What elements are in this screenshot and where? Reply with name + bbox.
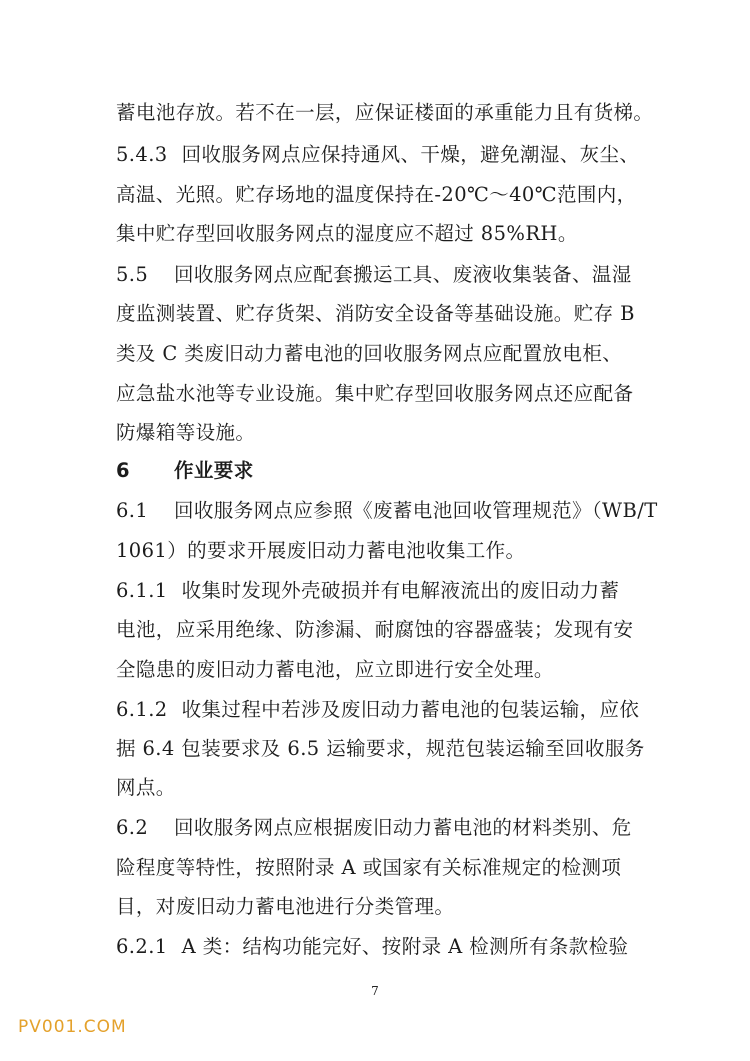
- clause-number: 5.4.3: [116, 143, 168, 166]
- text-line: [116, 768, 636, 808]
- line-text: 回收服务网点应参照《废蓄电池回收管理规范》（WB/T: [174, 499, 658, 522]
- clause-line: [116, 491, 658, 531]
- line-text: 蓄电池存放。若不在一层，应保证楼面的承重能力且有货梯。: [116, 101, 654, 124]
- clause-number: 6.1.2: [116, 698, 168, 721]
- clause-line: [116, 927, 636, 967]
- line-text: 回收服务网点应根据废旧动力蓄电池的材料类别、危: [174, 816, 632, 839]
- line-text: 度监测装置、贮存货架、消防安全设备等基础设施。贮存 B: [116, 302, 635, 325]
- text-line: [116, 294, 636, 334]
- clause-line: [116, 808, 636, 848]
- text-line: [116, 650, 636, 690]
- text-line: [116, 413, 636, 453]
- clause-line: [116, 255, 636, 295]
- clause-line: [116, 690, 640, 730]
- line-text: 防爆箱等设施。: [116, 421, 256, 444]
- line-text: 收集过程中若涉及废旧动力蓄电池的包装运输，应依: [181, 698, 640, 721]
- line-text: 高温、光照。贮存场地的温度保持在-20℃～40℃范围内，: [116, 183, 637, 206]
- line-text: 1061）的要求开展废旧动力蓄电池收集工作。: [116, 539, 526, 562]
- clause-number: 5.5: [116, 263, 149, 286]
- line-text: 据 6.4 包装要求及 6.5 运输要求，规范包装运输至回收服务: [116, 737, 645, 760]
- line-text: A 类：结构功能完好、按附录 A 检测所有条款检验: [181, 935, 629, 958]
- line-text: 电池，应采用绝缘、防渗漏、耐腐蚀的容器盛装；发现有安: [116, 618, 634, 641]
- line-text: 作业要求: [174, 459, 254, 482]
- line-text: 目，对废旧动力蓄电池进行分类管理。: [116, 895, 455, 918]
- text-line: [116, 334, 636, 374]
- text-line: [116, 93, 654, 133]
- clause-number: 6: [116, 459, 130, 482]
- section-heading: [116, 451, 636, 491]
- line-text: 应急盐水池等专业设施。集中贮存型回收服务网点还应配备: [116, 382, 634, 405]
- line-text: 网点。: [116, 776, 176, 799]
- page-number: 7: [371, 984, 379, 998]
- line-text: 类及 C 类废旧动力蓄电池的回收服务网点应配置放电柜、: [116, 342, 623, 365]
- text-line: [116, 531, 636, 571]
- text-line: [116, 214, 636, 254]
- text-line: [116, 374, 636, 414]
- text-line: [116, 729, 645, 769]
- text-line: [116, 175, 636, 215]
- line-text: 收集时发现外壳破损并有电解液流出的废旧动力蓄: [181, 579, 620, 602]
- clause-line: [116, 135, 640, 175]
- clause-number: 6.1: [116, 499, 149, 522]
- clause-line: [116, 571, 636, 611]
- text-line: [116, 848, 636, 888]
- text-line: [116, 610, 636, 650]
- text-line: [116, 887, 636, 927]
- line-text: 回收服务网点应保持通风、干燥，避免潮湿、灰尘、: [181, 143, 640, 166]
- watermark: PV001.COM: [18, 1017, 127, 1037]
- line-text: 险程度等特性，按照附录 A 或国家有关标准规定的检测项: [116, 856, 622, 879]
- line-text: 回收服务网点应配套搬运工具、废液收集装备、温湿: [174, 263, 632, 286]
- clause-number: 6.2: [116, 816, 149, 839]
- line-text: 全隐患的废旧动力蓄电池，应立即进行安全处理。: [116, 658, 554, 681]
- clause-number: 6.2.1: [116, 935, 168, 958]
- clause-number: 6.1.1: [116, 579, 168, 602]
- line-text: 集中贮存型回收服务网点的湿度应不超过 85%RH。: [116, 222, 578, 245]
